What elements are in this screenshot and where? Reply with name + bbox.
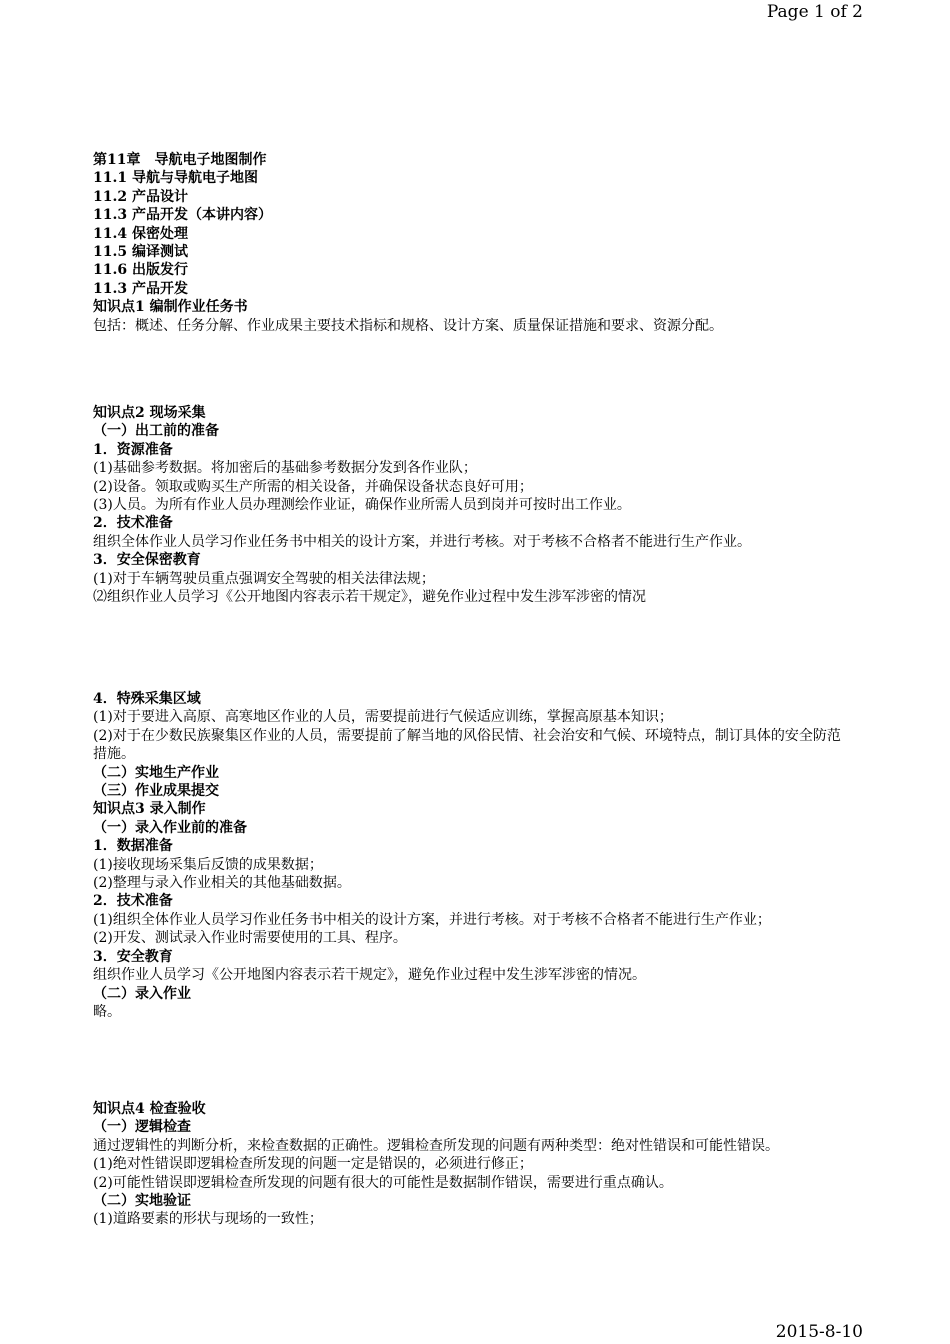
heading-line: 11.1 导航与导航电子地图 [93,170,258,187]
heading-line: 3．安全保密教育 [93,552,201,569]
text-line: ⑵组织作业人员学习《公开地图内容表示若干规定》，避免作业过程中发生涉军涉密的情况 [93,589,646,606]
knowledge-point-2-section [93,404,853,606]
heading-line: 3．安全教育 [93,948,173,965]
heading-line: 知识点3 录入制作 [93,801,206,818]
text-line: 组织全体作业人员学习作业任务书中相关的设计方案，并进行考核。对于考核不合格者不能进行生产作业。 [93,533,751,550]
heading-line: （三）作业成果提交 [93,783,219,800]
heading-line: 知识点1 编制作业任务书 [93,299,248,316]
text-line: 通过逻辑性的判断分析，来检查数据的正确性。逻辑检查所发现的问题有两种类型：绝对性错误和可能性错误。 [93,1137,779,1154]
date-footer: 2015-8-10 [775,1322,863,1342]
text-line: (1)道路要素的形状与现场的一致性； [93,1211,323,1228]
heading-line: （二）实地验证 [93,1193,191,1210]
heading-line: 1．资源准备 [93,441,173,458]
text-line: (2)可能性错误即逻辑检查所发现的问题有很大的可能性是数据制作错误，需要进行重点确认。 [93,1174,673,1191]
text-line: 包括：概述、任务分解、作业成果主要技术指标和规格、设计方案、质量保证措施和要求、资源分配。 [93,317,723,334]
heading-line: 4．特殊采集区域 [93,691,201,707]
heading-line: 11.2 产品设计 [93,188,188,205]
text-line: (1)绝对性错误即逻辑检查所发现的问题一定是错误的，必须进行修正； [93,1156,533,1173]
text-line: (2)整理与录入作业相关的其他基础数据。 [93,875,351,892]
text-line: (1)组织全体作业人员学习作业任务书中相关的设计方案，并进行考核。对于考核不合格者不能进行生产作业； [93,911,771,928]
text-line: (2)设备。领取或购买生产所需的相关设备，并确保设备状态良好可用； [93,478,533,495]
text-line: 组织作业人员学习《公开地图内容表示若干规定》，避免作业过程中发生涉军涉密的情况。 [93,967,646,984]
heading-line: 1．数据准备 [93,838,173,855]
heading-line: 11.6 出版发行 [93,262,188,279]
text-line: (1)基础参考数据。将加密后的基础参考数据分发到各作业队； [93,460,477,477]
text-line: (3)人员。为所有作业人员办理测绘作业证，确保作业所需人员到岗并可按时出工作业。 [93,497,631,514]
heading-line: （一）出工前的准备 [93,423,219,440]
heading-line: 11.3 产品开发 [93,280,188,297]
heading-line: 2．技术准备 [93,515,173,532]
text-line: (1)对于车辆驾驶员重点强调安全驾驶的相关法律法规； [93,570,435,587]
page-number-header: Page 1 of 2 [766,2,863,22]
knowledge-point-4-section [93,1100,853,1229]
heading-line: （二）录入作业 [93,985,191,1002]
heading-line: （二）实地生产作业 [93,764,219,781]
knowledge-point-3-section [93,690,853,1021]
heading-line: 知识点2 现场采集 [93,405,206,421]
text-line: (1)对于要进入高原、高寒地区作业的人员，需要提前进行气候适应训练，掌握高原基本知识； [93,709,673,726]
text-line: (2)对于在少数民族聚集区作业的人员，需要提前了解当地的风俗民情、社会治安和气候、环境特点，制订具体的安全防范措施。 [93,727,841,763]
heading-line: 第11章 导航电子地图制作 [93,152,267,168]
heading-line: 11.3 产品开发（本讲内容） [93,207,272,224]
heading-line: 11.4 保密处理 [93,225,188,242]
text-line: 略。 [93,1003,121,1020]
heading-line: （一）逻辑检查 [93,1119,191,1136]
text-line: (2)开发、测试录入作业时需要使用的工具、程序。 [93,930,407,947]
heading-line: 11.5 编译测试 [93,244,188,261]
heading-line: 知识点4 检查验收 [93,1101,206,1117]
chapter-outline-section [93,151,853,335]
text-line: (1)接收现场采集后反馈的成果数据； [93,856,323,873]
heading-line: 2．技术准备 [93,893,173,910]
heading-line: （一）录入作业前的准备 [93,819,247,836]
